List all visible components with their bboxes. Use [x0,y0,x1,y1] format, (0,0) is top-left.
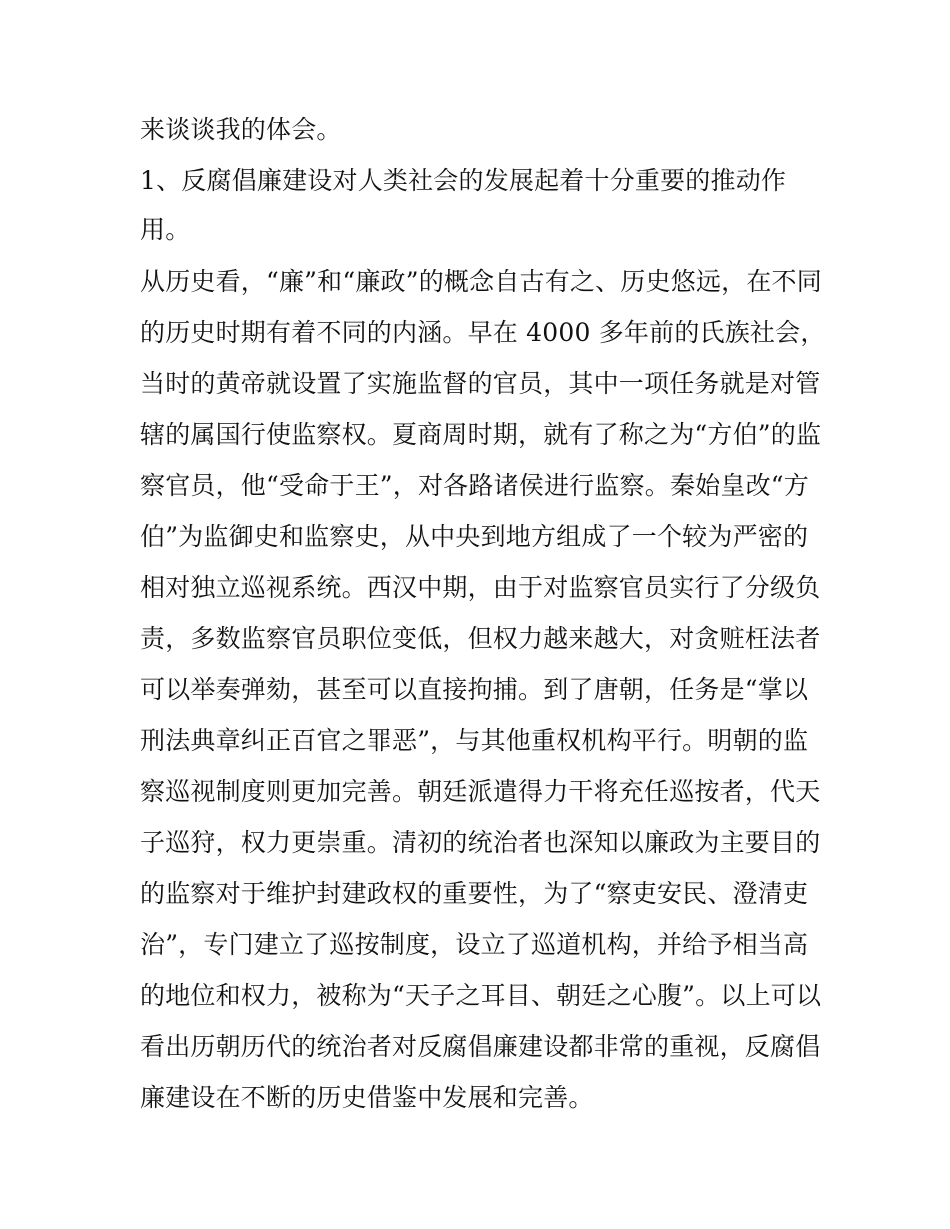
paragraph-line: 廉建设在不断的历史借鉴中发展和完善。 [140,1083,594,1112]
paragraph-line: 伯”为监御史和监察史，从中央到地方组成了一个较为严密的 [140,522,809,551]
paragraph-line: 察官员，他“受命于王”，对各路诸侯进行监察。秦始皇改“方 [140,471,809,500]
paragraph-line: 辖的属国行使监察权。夏商周时期，就有了称之为“方伯”的监 [140,420,822,449]
paragraph-line: 治”，专门建立了巡按制度，设立了巡道机构，并给予相当高 [140,930,809,959]
paragraph-line: 从历史看，“廉”和“廉政”的概念自古有之、历史悠远，在不同 [140,267,822,296]
section-heading-line: 用。 [140,215,191,244]
section-heading-line: 1、反腐倡廉建设对人类社会的发展起着十分重要的推动作 [140,166,787,195]
paragraph-line: 相对独立巡视系统。西汉中期，由于对监察官员实行了分级负 [140,573,821,602]
paragraph-line: 当时的黄帝就设置了实施监督的官员，其中一项任务就是对管 [140,369,821,398]
paragraph-line: 子巡狩，权力更崇重。清初的统治者也深知以廉政为主要目的 [140,828,821,857]
text-line: 来谈谈我的体会。 [140,115,342,144]
paragraph-line: 的历史时期有着不同的内涵。早在 4000 多年前的氏族社会， [140,318,826,347]
paragraph-line: 察巡视制度则更加完善。朝廷派遣得力干将充任巡按者，代天 [140,777,821,806]
paragraph-line: 责，多数监察官员职位变低，但权力越来越大，对贪赃枉法者 [140,624,821,653]
paragraph-line: 可以举奏弹劾，甚至可以直接拘捕。到了唐朝，任务是“掌以 [140,675,809,704]
paragraph-line: 刑法典章纠正百官之罪恶”，与其他重权机构平行。明朝的监 [140,726,809,755]
paragraph-line: 的监察对于维护封建政权的重要性，为了“察吏安民、澄清吏 [140,879,809,908]
paragraph-line: 看出历朝历代的统治者对反腐倡廉建设都非常的重视，反腐倡 [140,1032,821,1061]
paragraph-line: 的地位和权力，被称为“天子之耳目、朝廷之心腹”。以上可以 [140,981,822,1010]
